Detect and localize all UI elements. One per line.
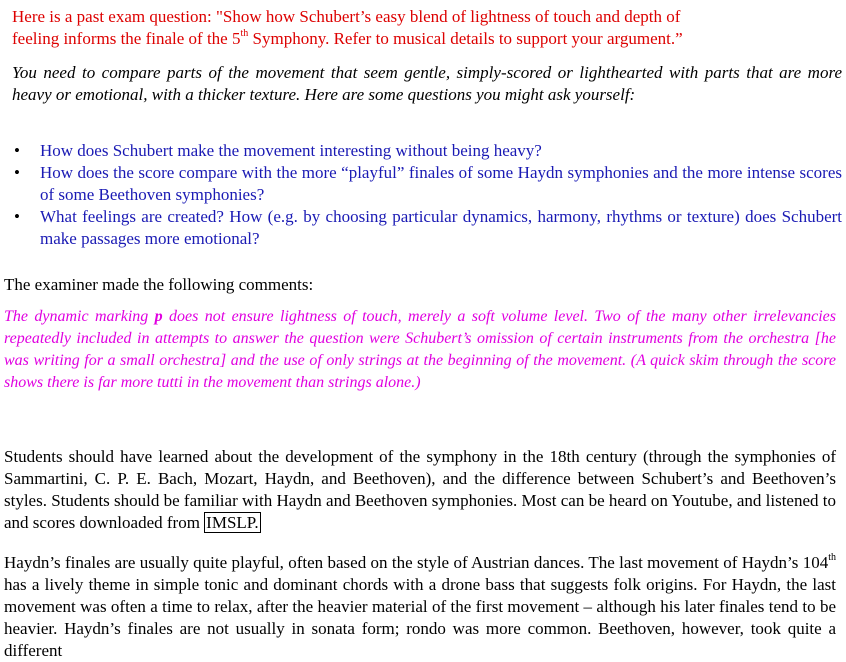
exam-question-line1: Here is a past exam question: "Show how Schubert’s easy blend of lightness of touch and depth of (12, 7, 681, 26)
paragraph-text-end: has a lively theme in simple tonic and dominant chords with a drone bass that suggests folk origins. For Haydn, the last movement was often a time to relax, after the heavier material of the first movement – although his later finales tend to be heavier. Haydn’s finales are not usually in sonata form; rondo was more common. Beethoven, however, took quite a different (4, 575, 836, 660)
dynamic-marking: p (154, 308, 163, 325)
exam-question (12, 6, 832, 50)
ordinal-superscript: th (240, 28, 249, 40)
question-text: What feelings are created? How (e.g. by choosing particular dynamics, harmony, rhythms or texture) does Schubert make passages more emotional? (40, 207, 842, 248)
paragraph-text-start: Haydn’s finales are usually quite playful, often based on the style of Austrian dances. The last movement of Haydn’s 104 (4, 553, 829, 572)
paragraph-text: Students should have learned about the development of the symphony in the 18th century (through the symphonies of Sammartini, C. P. E. Bach, Mozart, Haydn, and Beethoven), and the difference between Schubert’s and Beethoven’s styles. Students should be familiar with Haydn and Beethoven symphonies. Most can be heard on Youtube, and listened to and scores downloaded from (4, 447, 836, 532)
ordinal-superscript: th (828, 552, 836, 564)
exam-question-line2-end: Symphony. Refer to musical details to support your argument.” (248, 29, 683, 48)
exam-question-line2-start: feeling informs the finale of the 5 (12, 29, 241, 48)
body-paragraph-symphony-development (4, 446, 836, 534)
list-item (12, 206, 842, 250)
question-text: How does the score compare with the more “playful” finales of some Haydn symphonies and the more intense scores of some Beethoven symphonies? (40, 163, 842, 204)
comment-text-end: does not ensure lightness of touch, merely a soft volume level. Two of the many other irrelevancies repeatedly included in attempts to answer the question were Schubert’s omission of certain instruments from the orchestra [he was writing for a small orchestra] and the use of only strings at the beginning of the movement. (A quick skim through the score shows there is far more tutti in the movement than strings alone.) (4, 308, 837, 391)
imslp-link[interactable]: IMSLP. (206, 513, 259, 532)
bullet-icon: • (14, 207, 20, 226)
body-paragraph-haydn-finales (4, 552, 836, 662)
bullet-icon: • (14, 141, 20, 160)
examiner-comment (4, 306, 836, 394)
intro-instructions: You need to compare parts of the movement that seem gentle, simply-scored or lighthearted with parts that are more heavy or emotional, with a thicker texture. Here are some questions you might ask yourself: (12, 63, 842, 104)
examiner-intro: The examiner made the following comments: (4, 275, 314, 294)
comment-text-start: The dynamic marking (4, 308, 155, 325)
list-item (12, 162, 842, 206)
guiding-questions-list (12, 140, 842, 250)
bullet-icon: • (14, 163, 20, 182)
list-item (12, 140, 842, 162)
question-text: How does Schubert make the movement interesting without being heavy? (40, 141, 542, 160)
